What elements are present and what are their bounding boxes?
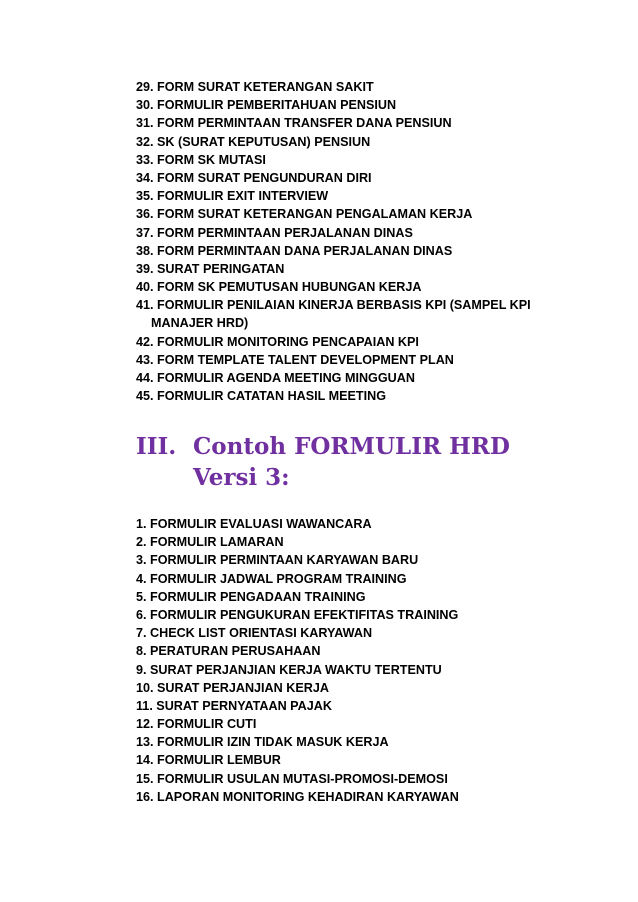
list-item: 33. FORM SK MUTASI	[136, 152, 266, 167]
list-item-continuation: MANAJER HRD)	[151, 316, 249, 331]
list-item-wrapped	[136, 296, 531, 332]
list-item: 11. SURAT PERNYATAAN PAJAK	[136, 698, 332, 713]
list-item: 31. FORM PERMINTAAN TRANSFER DANA PENSIUN	[136, 116, 452, 131]
list-item: 32. SK (SURAT KEPUTUSAN) PENSIUN	[136, 134, 371, 149]
list-item: 35. FORMULIR EXIT INTERVIEW	[136, 189, 329, 204]
list-item: 30. FORMULIR PEMBERITAHUAN PENSIUN	[136, 98, 397, 113]
list-item: 34. FORM SURAT PENGUNDURAN DIRI	[136, 170, 372, 185]
list-item: 8. PERATURAN PERUSAHAAN	[136, 644, 321, 659]
list-item: 6. FORMULIR PENGUKURAN EFEKTIFITAS TRAINING	[136, 607, 459, 622]
list-item: 29. FORM SURAT KETERANGAN SAKIT	[136, 80, 374, 94]
list-item: 42. FORMULIR MONITORING PENCAPAIAN KPI	[136, 334, 419, 349]
list-item: 37. FORM PERMINTAAN PERJALANAN DINAS	[136, 225, 413, 240]
list-item: 5. FORMULIR PENGADAAN TRAINING	[136, 589, 366, 604]
list-item: 14. FORMULIR LEMBUR	[136, 753, 281, 768]
list-item: 7. CHECK LIST ORIENTASI KARYAWAN	[136, 626, 373, 641]
list-item: 3. FORMULIR PERMINTAAN KARYAWAN BARU	[136, 553, 419, 568]
list-item: 16. LAPORAN MONITORING KEHADIRAN KARYAWAN	[136, 789, 459, 804]
list-item: 45. FORMULIR CATATAN HASIL MEETING	[136, 389, 387, 404]
list-item: 39. SURAT PERINGATAN	[136, 261, 285, 276]
list-item: 2. FORMULIR LAMARAN	[136, 535, 284, 550]
list-item-line: 41. FORMULIR PENILAIAN KINERJA BERBASIS KPI (SAMPEL KPI	[136, 298, 531, 313]
list-item: 43. FORM TEMPLATE TALENT DEVELOPMENT PLAN	[136, 352, 454, 367]
list-item: 44. FORMULIR AGENDA MEETING MINGGUAN	[136, 371, 415, 386]
list-item: 4. FORMULIR JADWAL PROGRAM TRAINING	[136, 571, 407, 586]
list-item: 9. SURAT PERJANJIAN KERJA WAKTU TERTENTU	[136, 662, 442, 677]
list-item: 36. FORM SURAT KETERANGAN PENGALAMAN KERJA	[136, 207, 473, 222]
list-item: 15. FORMULIR USULAN MUTASI-PROMOSI-DEMOSI	[136, 771, 448, 786]
section-numeral: III.	[136, 433, 177, 460]
form-list-continued	[136, 78, 531, 405]
list-item: 1. FORMULIR EVALUASI WAWANCARA	[136, 517, 372, 531]
list-item: 10. SURAT PERJANJIAN KERJA	[136, 680, 329, 695]
section-title-line2: Versi 3:	[193, 464, 290, 491]
list-item: 12. FORMULIR CUTI	[136, 717, 257, 732]
list-item: 38. FORM PERMINTAAN DANA PERJALANAN DINAS	[136, 243, 453, 258]
list-item: 40. FORM SK PEMUTUSAN HUBUNGAN KERJA	[136, 280, 422, 295]
section-title-line1: Contoh FORMULIR HRD	[193, 433, 510, 460]
form-list-version-3	[136, 515, 459, 806]
list-item: 13. FORMULIR IZIN TIDAK MASUK KERJA	[136, 735, 389, 750]
section-heading	[136, 431, 510, 493]
